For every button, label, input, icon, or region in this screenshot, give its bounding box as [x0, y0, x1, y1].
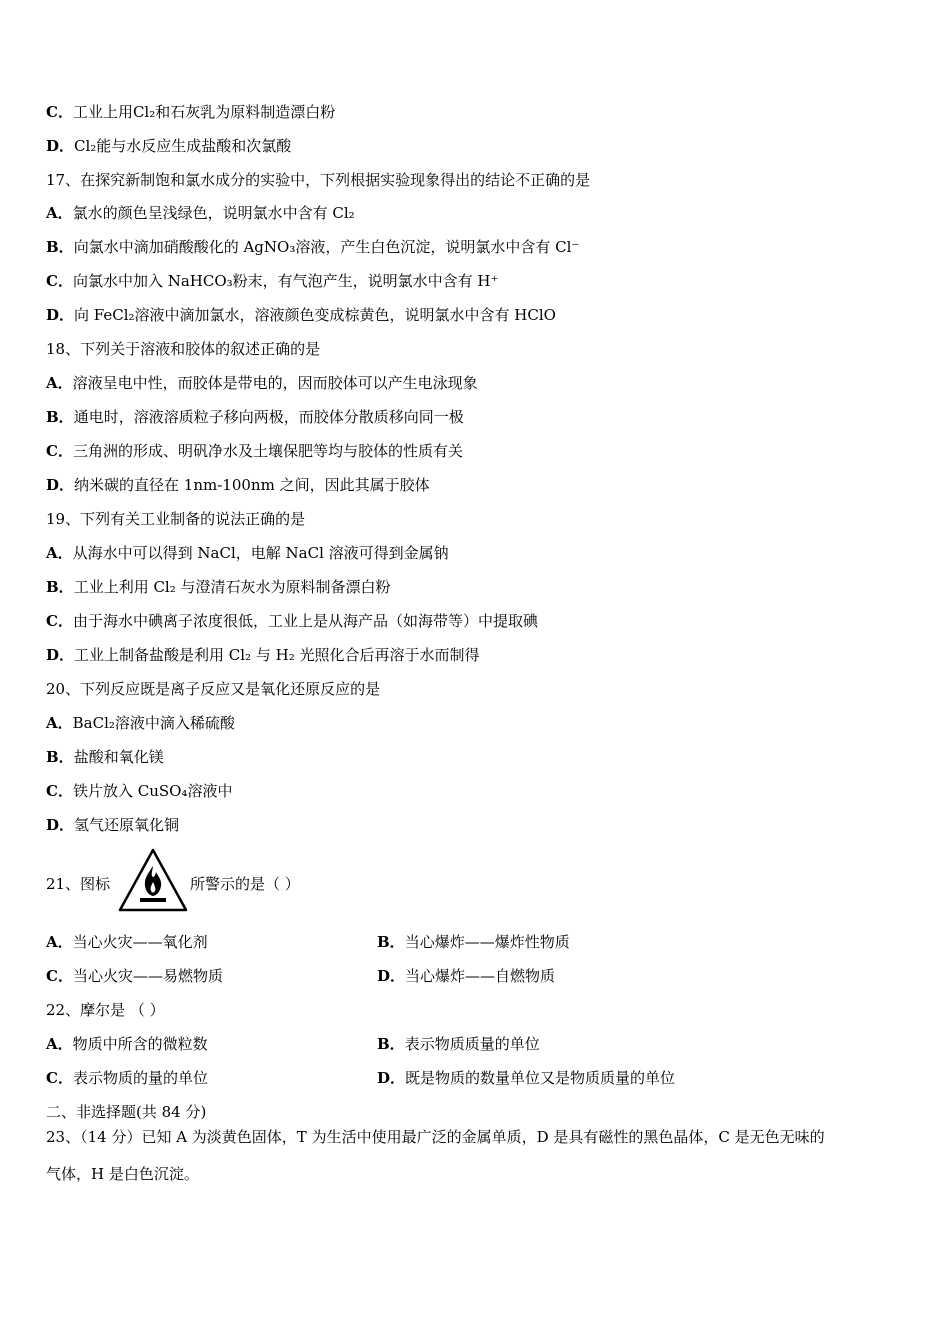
flammable-warning-icon: [118, 848, 188, 912]
q22-option-c: C．表示物质的量的单位: [46, 1069, 208, 1087]
q18-option-a: A．溶液呈电中性，而胶体是带电的，因而胶体可以产生电泳现象: [46, 374, 478, 392]
q19-option-c: C．由于海水中碘离子浓度很低，工业上是从海产品（如海带等）中提取碘: [46, 612, 538, 630]
q17-option-b: B．向氯水中滴加硝酸酸化的 AgNO₃溶液，产生白色沉淀，说明氯水中含有 Cl⁻: [46, 238, 580, 256]
q21-option-d: D．当心爆炸——自燃物质: [377, 967, 556, 985]
q20-option-c: C．铁片放入 CuSO₄溶液中: [46, 782, 233, 800]
q21-option-a: A．当心火灾——氧化剂: [46, 933, 208, 951]
q20-stem: 20、下列反应既是离子反应又是氧化还原反应的是: [46, 680, 381, 698]
q18-option-c: C．三角洲的形成、明矾净水及土壤保肥等均与胶体的性质有关: [46, 442, 463, 460]
q19-option-a: A．从海水中可以得到 NaCl，电解 NaCl 溶液可得到金属钠: [46, 544, 449, 562]
q21-option-c: C．当心火灾——易燃物质: [46, 967, 223, 985]
q23-line-2: 气体，H 是白色沉淀。: [46, 1165, 199, 1183]
q17-option-c: C．向氯水中加入 NaHCO₃粉末，有气泡产生，说明氯水中含有 H⁺: [46, 272, 499, 290]
q18-option-d: D．纳米碳的直径在 1nm-100nm 之间，因此其属于胶体: [46, 476, 430, 494]
q17-option-d: D．向 FeCl₂溶液中滴加氯水，溶液颜色变成棕黄色，说明氯水中含有 HClO: [46, 306, 556, 324]
q19-stem: 19、下列有关工业制备的说法正确的是: [46, 510, 306, 528]
section-title: 二、非选择题(共 84 分): [46, 1103, 207, 1121]
q22-option-b: B．表示物质质量的单位: [377, 1035, 540, 1053]
q18-option-b: B．通电时，溶液溶质粒子移向两极，而胶体分散质移向同一极: [46, 408, 464, 426]
q23-line-1: 23、（14 分）已知 A 为淡黄色固体，T 为生活中使用最广泛的金属单质，D 是具有磁性的黑色晶体，C 是无色无味的: [46, 1128, 825, 1146]
q22-stem: 22、摩尔是 （ ）: [46, 1001, 165, 1019]
q17-stem: 17、在探究新制饱和氯水成分的实验中，下列根据实验现象得出的结论不正确的是: [46, 171, 591, 189]
q17-option-a: A．氯水的颜色呈浅绿色，说明氯水中含有 Cl₂: [46, 204, 355, 222]
q21-stem-post: 所警示的是（ ）: [190, 875, 300, 893]
q16-option-d: D．Cl₂能与水反应生成盐酸和次氯酸: [46, 137, 292, 155]
q18-stem: 18、下列关于溶液和胶体的叙述正确的是: [46, 340, 321, 358]
q22-option-a: A．物质中所含的微粒数: [46, 1035, 208, 1053]
q21-option-b: B．当心爆炸——爆炸性物质: [377, 933, 570, 951]
q16-option-c: C．工业上用Cl₂和石灰乳为原料制造漂白粉: [46, 103, 336, 121]
q19-option-b: B．工业上利用 Cl₂ 与澄清石灰水为原料制备漂白粉: [46, 578, 391, 596]
q20-option-b: B．盐酸和氧化镁: [46, 748, 164, 766]
q21-stem-pre: 21、图标: [46, 875, 111, 893]
q22-option-d: D．既是物质的数量单位又是物质质量的单位: [377, 1069, 676, 1087]
q19-option-d: D．工业上制备盐酸是利用 Cl₂ 与 H₂ 光照化合后再溶于水而制得: [46, 646, 480, 664]
q20-option-a: A．BaCl₂溶液中滴入稀硫酸: [46, 714, 235, 732]
q20-option-d: D．氢气还原氧化铜: [46, 816, 180, 834]
